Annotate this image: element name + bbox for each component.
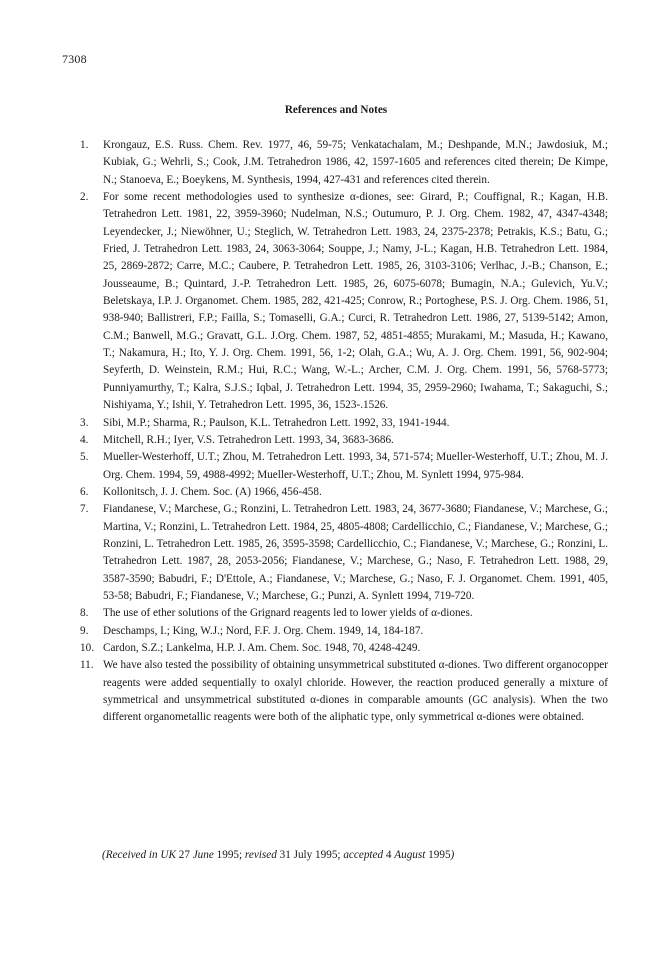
reference-text: Kollonitsch, J. J. Chem. Soc. (A) 1966, 456-458. (103, 485, 322, 498)
open-paren: ( (102, 849, 106, 861)
reference-text: Krongauz, E.S. Russ. Chem. Rev. 1977, 46, 59-75; Venkatachalam, M.; Deshpande, M.N.; Jawdosiuk, M.; Kubiak, G.; Wehrli, S.; Cook, J.M. Tetrahedron 1986, 42, 1597-1605 and references cited therein; De Kimpe, N.; Stanoeva, E.; Boeykens, M. Synthesis, 1994, 427-431 and references cited therein. (103, 139, 608, 186)
reference-item (80, 415, 608, 432)
reference-text: Cardon, S.Z.; Lankelma, H.P. J. Am. Chem. Soc. 1948, 70, 4248-4249. (103, 641, 421, 654)
reference-number: 10. (80, 641, 94, 654)
accepted-month: August (394, 849, 426, 861)
reference-number: 9. (80, 624, 89, 637)
section-heading: References and Notes (284, 104, 388, 116)
reference-number: 11. (80, 659, 94, 672)
reference-number: 4. (80, 433, 89, 446)
reference-number: 8. (80, 607, 89, 620)
reference-item (80, 640, 608, 657)
reference-item (80, 501, 608, 605)
reference-text: Mueller-Westerhoff, U.T.; Zhou, M. Tetrahedron Lett. 1993, 34, 571-574; Mueller-Westerhoff, U.T.; Zhou, M. J. Org. Chem. 1994, 59, 4988-4992; Mueller-Westerhoff, U.T.; Zhou, M. Synlett 1994, 975-984. (103, 451, 608, 481)
reference-list (80, 137, 608, 727)
accepted-day: 4 (383, 849, 395, 861)
reference-item (80, 657, 608, 726)
received-month: June (192, 849, 214, 861)
reference-item (80, 605, 608, 622)
reference-item (80, 449, 608, 484)
accepted-year: 1995 (425, 849, 451, 861)
reference-item (80, 484, 608, 501)
reference-number: 5. (80, 451, 89, 464)
reference-text: Fiandanese, V.; Marchese, G.; Ronzini, L. Tetrahedron Lett. 1983, 24, 3677-3680; Fiandanese, V.; Marchese, G.; Martina, V.; Ronzini, L. Tetrahedron Lett. 1984, 25, 4805-4808; Cardellicchio, C.; Fiandanese, V.; Marchese, G.; Ronzini, L. Tetrahedron Lett. 1985, 26, 3595-3598; Cardellicchio, C.; Fiandanese, V.; Marchese, G.; Ronzini, L. Tetrahedron Lett. 1987, 28, 2053-2056; Fiandanese, V.; Marchese, G.; Naso, F. Tetrahedron Lett. 1988, 29, 3587-3590; Babudri, F.; D'Ettole, A.; Fiandanese, V.; Marchese, G.; Naso, F. J. Organomet. Chem. 1991, 405, 53-58; Babudri, F.; Fiandanese, V.; Marchese, G.; Punzi, A. Synlett 1994, 719-720. (103, 503, 608, 602)
revised-label: revised (244, 849, 277, 861)
received-dates-line (102, 849, 454, 861)
reference-text: Sibi, M.P.; Sharma, R.; Paulson, K.L. Tetrahedron Lett. 1992, 33, 1941-1944. (103, 416, 450, 429)
received-year: 1995; (213, 849, 245, 861)
accepted-label: accepted (343, 849, 384, 861)
reference-number: 6. (80, 485, 89, 498)
received-label: Received in UK (105, 849, 176, 861)
reference-text: Mitchell, R.H.; Iyer, V.S. Tetrahedron Lett. 1993, 34, 3683-3686. (103, 433, 394, 446)
received-day: 27 (175, 849, 193, 861)
reference-item (80, 189, 608, 414)
reference-number: 7. (80, 503, 89, 516)
reference-text: We have also tested the possibility of obtaining unsymmetrical substituted α-diones. Two different organocopper reagents were added sequentially to oxalyl chloride. However, the reaction produced generally a mixture of symmetrical and unsymmetrical substituted α-diones in comparable amounts (GC analysis). When the two different organometallic reagents were both of the aliphatic type, only symmetrical α-diones were obtained. (103, 659, 608, 724)
reference-number: 2. (80, 191, 89, 204)
reference-item (80, 432, 608, 449)
page-number: 7308 (62, 52, 87, 66)
reference-item (80, 137, 608, 189)
reference-number: 3. (80, 416, 89, 429)
revised-date: 31 July 1995; (276, 849, 344, 861)
reference-number: 1. (80, 139, 89, 151)
close-paren: ) (450, 849, 455, 861)
reference-item (80, 623, 608, 640)
reference-text: Deschamps, I.; King, W.J.; Nord, F.F. J. Org. Chem. 1949, 14, 184-187. (103, 624, 424, 637)
reference-text: For some recent methodologies used to synthesize α-diones, see: Girard, P.; Couffignal, R.; Kagan, H.B. Tetrahedron Lett. 1981, 22, 3959-3960; Nudelman, N.S.; Outumuro, P. J. Org. Chem. 1982, 47, 4347-4348; Leyendecker, J.; Niewöhner, U.; Steglich, W. Tetrahedron Lett. 1983, 24, 2375-2378; Petrakis, K.S.; Batu, G.; Fried, J. Tetrahedron Lett. 1983, 24, 3063-3064; Souppe, J.; Namy, J-L.; Kagan, H.B. Tetrahedron Lett. 1984, 25, 2869-2872; Carre, M.C.; Caubere, P. Tetrahedron Lett. 1985, 26, 3103-3106; Verlhac, J.-B.; Chanson, E.; Jousseaume, B.; Quintard, J.-P. Tetrahedron Lett. 1985, 26, 6075-6078; Bumagin, N.A.; Gulevich, Yu.V.; Beletskaya, I.P. J. Organomet. Chem. 1985, 282, 421-425; Conrow, R.; Portoghese, P.S. J. Org. Chem. 1986, 51, 938-940; Ballistreri, F.P.; Failla, S.; Tomaselli, G.A.; Curci, R. Tetrahedron Lett. 1986, 27, 5139-5142; Amon, C.M.; Banwell, M.G.; Gravatt, G.L. J.Org. Chem. 1987, 52, 4851-4855; Murakami, M.; Masuda, H.; Kawano, T.; Nakamura, H.; Ito, Y. J. Org. Chem. 1991, 56, 1-2; Olah, G.A.; Wu, A. J. Org. Chem. 1991, 56, 902-904; Seyferth, D. Weinstein, R.M.; Hui, R.C.; Wang, W.-L.; Archer, C.M. J. Org. Chem. 1991, 56, 5768-5773; Punniyamurthy, T.; Kalra, S.J.S.; Iqbal, J. Tetrahedron Lett. 1994, 35, 2959-2960; Iwahama, T.; Sakaguchi, S.; Nishiyama, Y.; Ishii, Y. Tetrahedron Lett. 1995, 36, 1523-.1526. (103, 191, 608, 412)
reference-text: The use of ether solutions of the Grignard reagents led to lower yields of α-diones. (103, 607, 473, 620)
